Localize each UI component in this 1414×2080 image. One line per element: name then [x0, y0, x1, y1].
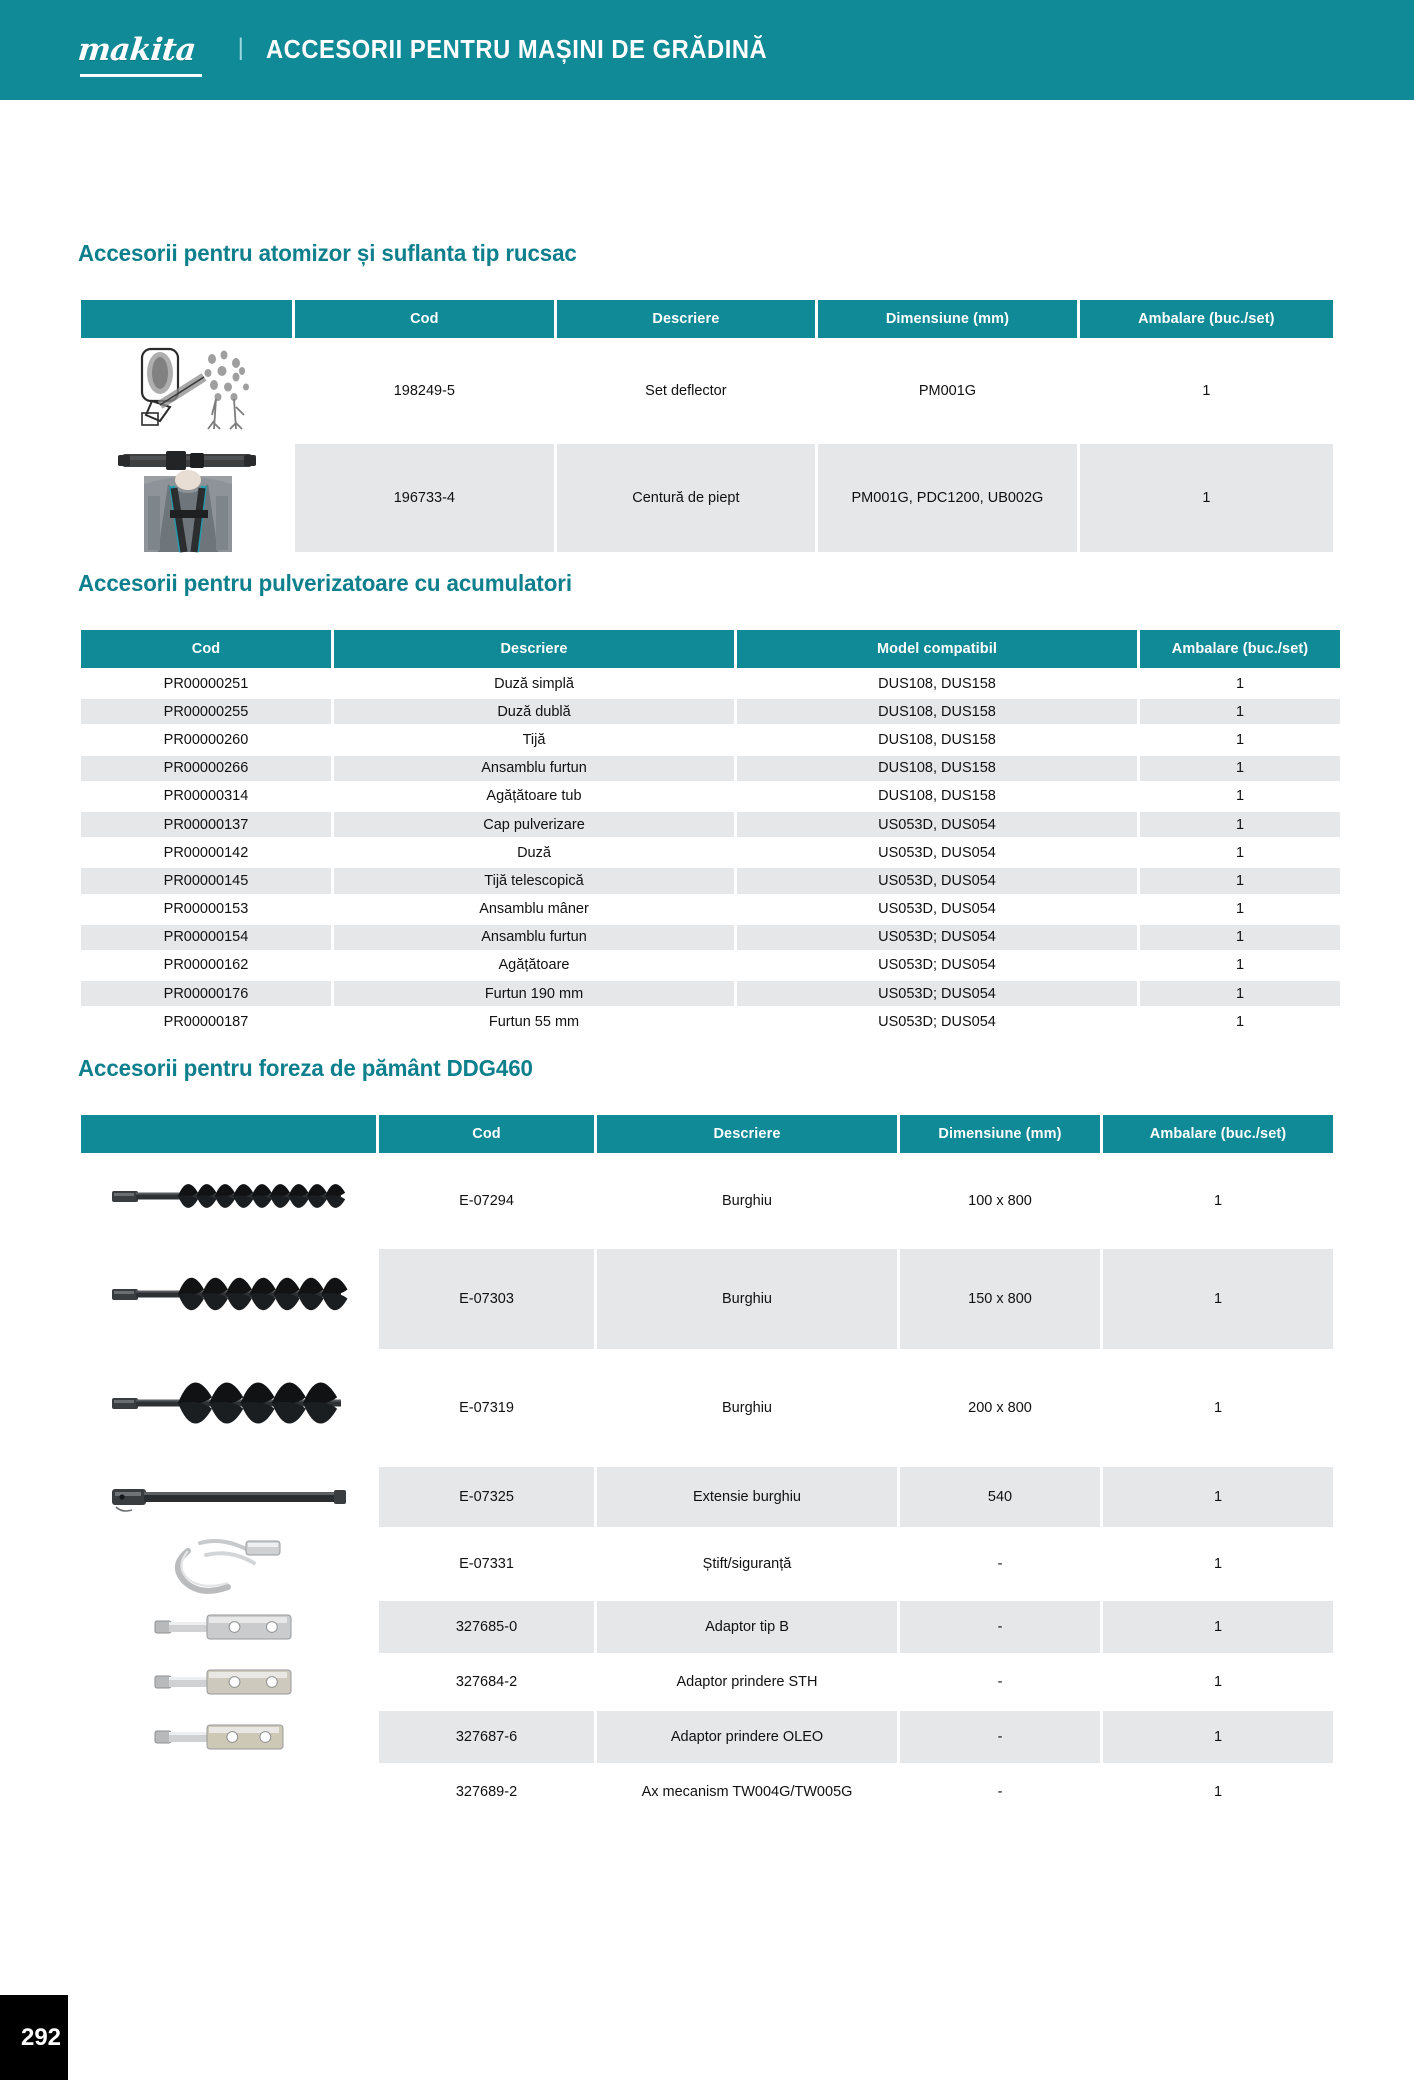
section-title-foreza: Accesorii pentru foreza de pământ DDG460 — [78, 1055, 533, 1081]
cell-dimensiune: - — [900, 1766, 1100, 1818]
cell-cod: 198249-5 — [295, 341, 554, 441]
cell-dimensiune: - — [900, 1711, 1100, 1763]
cell-ambalare: 1 — [1140, 727, 1340, 752]
col-image — [81, 300, 292, 338]
cell-model: US053D, DUS054 — [737, 897, 1137, 922]
auger-extension-icon — [106, 1474, 351, 1520]
section-atomizor — [78, 240, 1336, 555]
cell-ambalare: 1 — [1103, 1156, 1333, 1246]
cell-descriere: Extensie burghiu — [597, 1467, 897, 1527]
cell-model: DUS108, DUS158 — [737, 784, 1137, 809]
cell-descriere: Tijă telescopică — [334, 868, 734, 893]
product-image-cell — [81, 444, 292, 552]
table-row — [81, 953, 1340, 978]
page-title: ACCESORII PENTRU MAȘINI DE GRĂDINĂ — [265, 35, 768, 64]
cell-descriere: Furtun 55 mm — [334, 1009, 734, 1034]
cell-cod: 327685-0 — [379, 1601, 594, 1653]
cell-model: US053D; DUS054 — [737, 981, 1137, 1006]
col-cod: Cod — [81, 630, 331, 668]
cell-ambalare: 1 — [1140, 812, 1340, 837]
product-image-cell — [81, 1601, 376, 1653]
cell-ambalare: 1 — [1140, 897, 1340, 922]
cell-descriere: Burghiu — [597, 1352, 897, 1464]
cell-descriere: Burghiu — [597, 1156, 897, 1246]
cell-model: US053D; DUS054 — [737, 925, 1137, 950]
table-row — [81, 897, 1340, 922]
cell-dimensiune: - — [900, 1601, 1100, 1653]
cell-ambalare: 1 — [1103, 1249, 1333, 1349]
cell-descriere: Adaptor tip B — [597, 1601, 897, 1653]
auger-icon — [106, 1162, 351, 1240]
table-row — [81, 1467, 1333, 1527]
cell-ambalare: 1 — [1140, 784, 1340, 809]
cell-descriere: Duză simplă — [334, 671, 734, 696]
cell-descriere: Adaptor prindere STH — [597, 1656, 897, 1708]
col-model-compatibil: Model compatibil — [737, 630, 1137, 668]
cell-descriere: Ax mecanism TW004G/TW005G — [597, 1766, 897, 1818]
cell-ambalare: 1 — [1140, 981, 1340, 1006]
table-row — [81, 1530, 1333, 1598]
col-image — [81, 1115, 376, 1153]
cell-descriere: Duză dublă — [334, 699, 734, 724]
cell-ambalare: 1 — [1140, 925, 1340, 950]
cell-cod: E-07331 — [379, 1530, 594, 1598]
cell-descriere: Știft/siguranță — [597, 1530, 897, 1598]
adaptor-oleo-icon — [141, 1711, 316, 1763]
page-number-badge: 292 — [0, 1995, 68, 2080]
cell-descriere: Agățătoare — [334, 953, 734, 978]
cell-cod: 327689-2 — [379, 1766, 594, 1818]
cell-ambalare: 1 — [1103, 1601, 1333, 1653]
table-row — [81, 1009, 1340, 1034]
cell-cod: 327684-2 — [379, 1656, 594, 1708]
table-row — [81, 1601, 1333, 1653]
table-row — [81, 341, 1333, 441]
cell-dimensiune: - — [900, 1656, 1100, 1708]
cell-ambalare: 1 — [1140, 840, 1340, 865]
cell-ambalare: 1 — [1103, 1352, 1333, 1464]
cell-ambalare: 1 — [1103, 1711, 1333, 1763]
cell-descriere: Agățătoare tub — [334, 784, 734, 809]
cell-cod: PR00000260 — [81, 727, 331, 752]
cell-descriere: Set deflector — [557, 341, 816, 441]
cell-cod: PR00000145 — [81, 868, 331, 893]
product-image-cell — [81, 1467, 376, 1527]
cell-descriere: Adaptor prindere OLEO — [597, 1711, 897, 1763]
cell-descriere: Ansamblu furtun — [334, 925, 734, 950]
table-header-row — [81, 1115, 1333, 1153]
cell-model: DUS108, DUS158 — [737, 727, 1137, 752]
page-header — [0, 0, 1414, 100]
chest-belt-photo-icon — [112, 444, 262, 552]
cell-model: DUS108, DUS158 — [737, 699, 1137, 724]
col-cod: Cod — [295, 300, 554, 338]
table-header-row — [81, 630, 1340, 668]
section-foreza — [78, 1055, 1336, 1821]
table-row — [81, 840, 1340, 865]
section-pulverizatoare — [78, 570, 1336, 1037]
cell-descriere: Tijă — [334, 727, 734, 752]
cell-model: US053D; DUS054 — [737, 953, 1137, 978]
table-row — [81, 1656, 1333, 1708]
col-descriere: Descriere — [334, 630, 734, 668]
table-atomizor — [78, 297, 1336, 555]
table-row — [81, 981, 1340, 1006]
table-row — [81, 1156, 1333, 1246]
cell-cod: 327687-6 — [379, 1711, 594, 1763]
col-ambalare: Ambalare (buc./set) — [1140, 630, 1340, 668]
cell-descriere: Cap pulverizare — [334, 812, 734, 837]
cell-descriere: Centură de piept — [557, 444, 816, 552]
product-image-cell — [81, 1352, 376, 1464]
cell-dimensiune: 200 x 800 — [900, 1352, 1100, 1464]
deflector-set-drawing-icon — [112, 343, 262, 439]
logo-underline — [80, 74, 202, 77]
cell-model: DUS108, DUS158 — [737, 756, 1137, 781]
cell-cod: PR00000251 — [81, 671, 331, 696]
cell-ambalare: 1 — [1140, 756, 1340, 781]
cell-descriere: Burghiu — [597, 1249, 897, 1349]
table-row — [81, 812, 1340, 837]
table-header-row — [81, 300, 1333, 338]
col-cod: Cod — [379, 1115, 594, 1153]
cell-cod: PR00000176 — [81, 981, 331, 1006]
header-separator: | — [237, 34, 244, 61]
cell-dimensiune: 100 x 800 — [900, 1156, 1100, 1246]
cell-dimensiune: - — [900, 1530, 1100, 1598]
cell-descriere: Ansamblu mâner — [334, 897, 734, 922]
cell-ambalare: 1 — [1140, 953, 1340, 978]
section-title-atomizor: Accesorii pentru atomizor și suflanta tip rucsac — [78, 240, 577, 266]
cell-cod: PR00000154 — [81, 925, 331, 950]
table-row — [81, 784, 1340, 809]
cell-dimensiune: 150 x 800 — [900, 1249, 1100, 1349]
safety-pin-clip-icon — [154, 1533, 304, 1595]
cell-model: DUS108, DUS158 — [737, 671, 1137, 696]
cell-ambalare: 1 — [1103, 1766, 1333, 1818]
cell-model: US053D, DUS054 — [737, 840, 1137, 865]
table-row — [81, 1249, 1333, 1349]
product-image-cell — [81, 1711, 376, 1763]
cell-ambalare: 1 — [1140, 671, 1340, 696]
cell-ambalare: 1 — [1080, 341, 1333, 441]
cell-model: US053D, DUS054 — [737, 812, 1137, 837]
adaptor-b-icon — [141, 1601, 316, 1653]
table-row — [81, 1711, 1333, 1763]
product-image-cell — [81, 341, 292, 441]
product-image-cell — [81, 1530, 376, 1598]
makita-logo: makita — [76, 32, 198, 68]
cell-dimensiune: PM001G — [818, 341, 1077, 441]
table-row — [81, 727, 1340, 752]
cell-model: US053D, DUS054 — [737, 868, 1137, 893]
cell-cod: E-07294 — [379, 1156, 594, 1246]
product-image-cell — [81, 1766, 376, 1818]
cell-cod: PR00000153 — [81, 897, 331, 922]
cell-dimensiune: PM001G, PDC1200, UB002G — [818, 444, 1077, 552]
cell-ambalare: 1 — [1080, 444, 1333, 552]
table-pulverizatoare — [78, 627, 1343, 1037]
col-descriere: Descriere — [557, 300, 816, 338]
cell-cod: E-07319 — [379, 1352, 594, 1464]
product-image-cell — [81, 1156, 376, 1246]
table-row — [81, 444, 1333, 552]
cell-cod: E-07303 — [379, 1249, 594, 1349]
col-ambalare: Ambalare (buc./set) — [1103, 1115, 1333, 1153]
table-row — [81, 699, 1340, 724]
adaptor-sth-icon — [141, 1656, 316, 1708]
cell-ambalare: 1 — [1140, 699, 1340, 724]
cell-descriere: Ansamblu furtun — [334, 756, 734, 781]
cell-cod: E-07325 — [379, 1467, 594, 1527]
cell-cod: 196733-4 — [295, 444, 554, 552]
product-image-cell — [81, 1249, 376, 1349]
table-row — [81, 925, 1340, 950]
section-title-pulverizatoare: Accesorii pentru pulverizatoare cu acumulatori — [78, 570, 572, 596]
cell-ambalare: 1 — [1103, 1530, 1333, 1598]
product-image-cell — [81, 1656, 376, 1708]
cell-model: US053D; DUS054 — [737, 1009, 1137, 1034]
auger-icon — [106, 1252, 351, 1346]
table-row — [81, 756, 1340, 781]
cell-cod: PR00000314 — [81, 784, 331, 809]
cell-cod: PR00000162 — [81, 953, 331, 978]
cell-cod: PR00000255 — [81, 699, 331, 724]
cell-ambalare: 1 — [1140, 868, 1340, 893]
cell-cod: PR00000137 — [81, 812, 331, 837]
cell-cod: PR00000266 — [81, 756, 331, 781]
cell-dimensiune: 540 — [900, 1467, 1100, 1527]
auger-icon — [106, 1353, 351, 1463]
cell-ambalare: 1 — [1103, 1467, 1333, 1527]
cell-cod: PR00000187 — [81, 1009, 331, 1034]
cell-ambalare: 1 — [1140, 1009, 1340, 1034]
cell-ambalare: 1 — [1103, 1656, 1333, 1708]
col-ambalare: Ambalare (buc./set) — [1080, 300, 1333, 338]
table-row — [81, 671, 1340, 696]
table-row — [81, 868, 1340, 893]
cell-descriere: Duză — [334, 840, 734, 865]
table-foreza — [78, 1112, 1336, 1821]
col-dimensiune: Dimensiune (mm) — [818, 300, 1077, 338]
table-row — [81, 1766, 1333, 1818]
table-row — [81, 1352, 1333, 1464]
col-dimensiune: Dimensiune (mm) — [900, 1115, 1100, 1153]
col-descriere: Descriere — [597, 1115, 897, 1153]
cell-descriere: Furtun 190 mm — [334, 981, 734, 1006]
cell-cod: PR00000142 — [81, 840, 331, 865]
